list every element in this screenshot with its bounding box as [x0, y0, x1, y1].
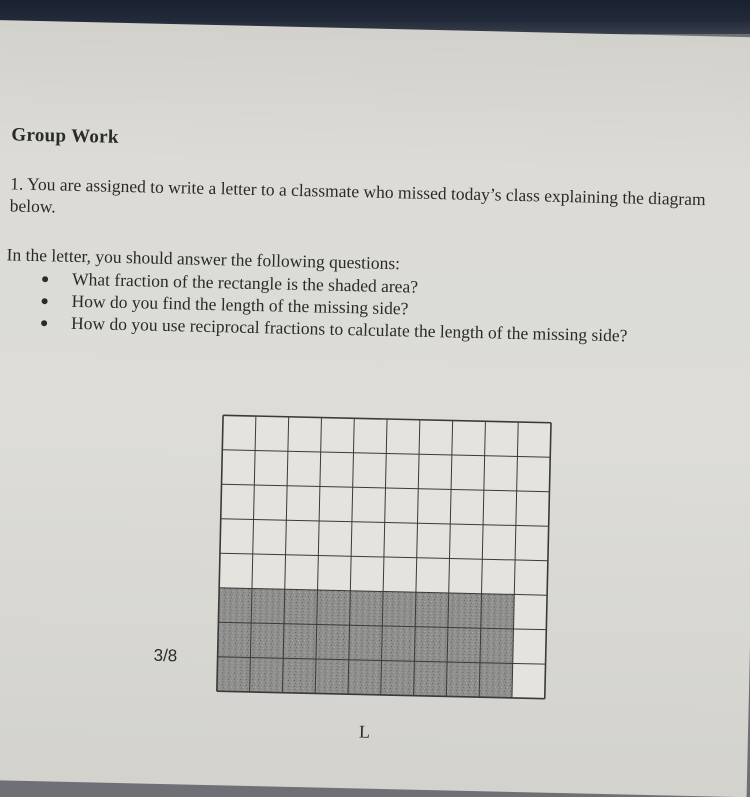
shaded-cell: [350, 591, 384, 626]
shaded-cell: [349, 625, 383, 660]
shaded-cell: [447, 627, 481, 662]
question-text: You are assigned to write a letter to a classmate who missed today’s class explaining the diagram below.: [9, 173, 706, 217]
shaded-cell: [284, 589, 318, 624]
shaded-cell: [217, 657, 251, 692]
question-bullet-1: What fraction of the rectangle is the shaded area?: [38, 267, 629, 302]
length-label: L: [358, 721, 371, 742]
shaded-cell: [479, 663, 513, 698]
shaded-cell: [446, 662, 480, 697]
shaded-cell: [218, 588, 252, 623]
shaded-cell: [317, 590, 351, 625]
shaded-cell: [415, 592, 449, 627]
shaded-cell: [448, 593, 482, 628]
shaded-cell: [382, 591, 416, 626]
shaded-cell: [315, 659, 349, 694]
shaded-cell: [251, 588, 285, 623]
question-bullet-3: How do you use reciprocal fractions to calculate the length of the missing side?: [37, 311, 628, 346]
instructions-intro: In the letter, you should answer the following questions:: [6, 244, 401, 274]
shaded-cell: [381, 660, 415, 695]
shaded-cell: [414, 661, 448, 696]
height-fraction-label: 3/8: [153, 645, 178, 666]
shaded-cell: [348, 660, 382, 695]
area-model-diagram: [215, 413, 553, 700]
shaded-cell: [481, 594, 515, 629]
shaded-cell: [382, 626, 416, 661]
shaded-cell: [250, 623, 284, 658]
shaded-cell: [218, 622, 252, 657]
shaded-cell: [480, 628, 514, 663]
question-list: [37, 267, 629, 346]
section-heading: Group Work: [11, 124, 119, 148]
shaded-cell: [316, 624, 350, 659]
shaded-cell: [283, 624, 317, 659]
grid-svg: [215, 413, 553, 700]
shaded-cell: [250, 657, 284, 692]
question-number: 1.: [10, 173, 24, 194]
worksheet-page: [0, 20, 750, 797]
shaded-cell: [282, 658, 316, 693]
question-1: [10, 172, 731, 232]
question-bullet-2: How do you find the length of the missing side?: [37, 289, 628, 324]
shaded-cell: [414, 627, 448, 662]
